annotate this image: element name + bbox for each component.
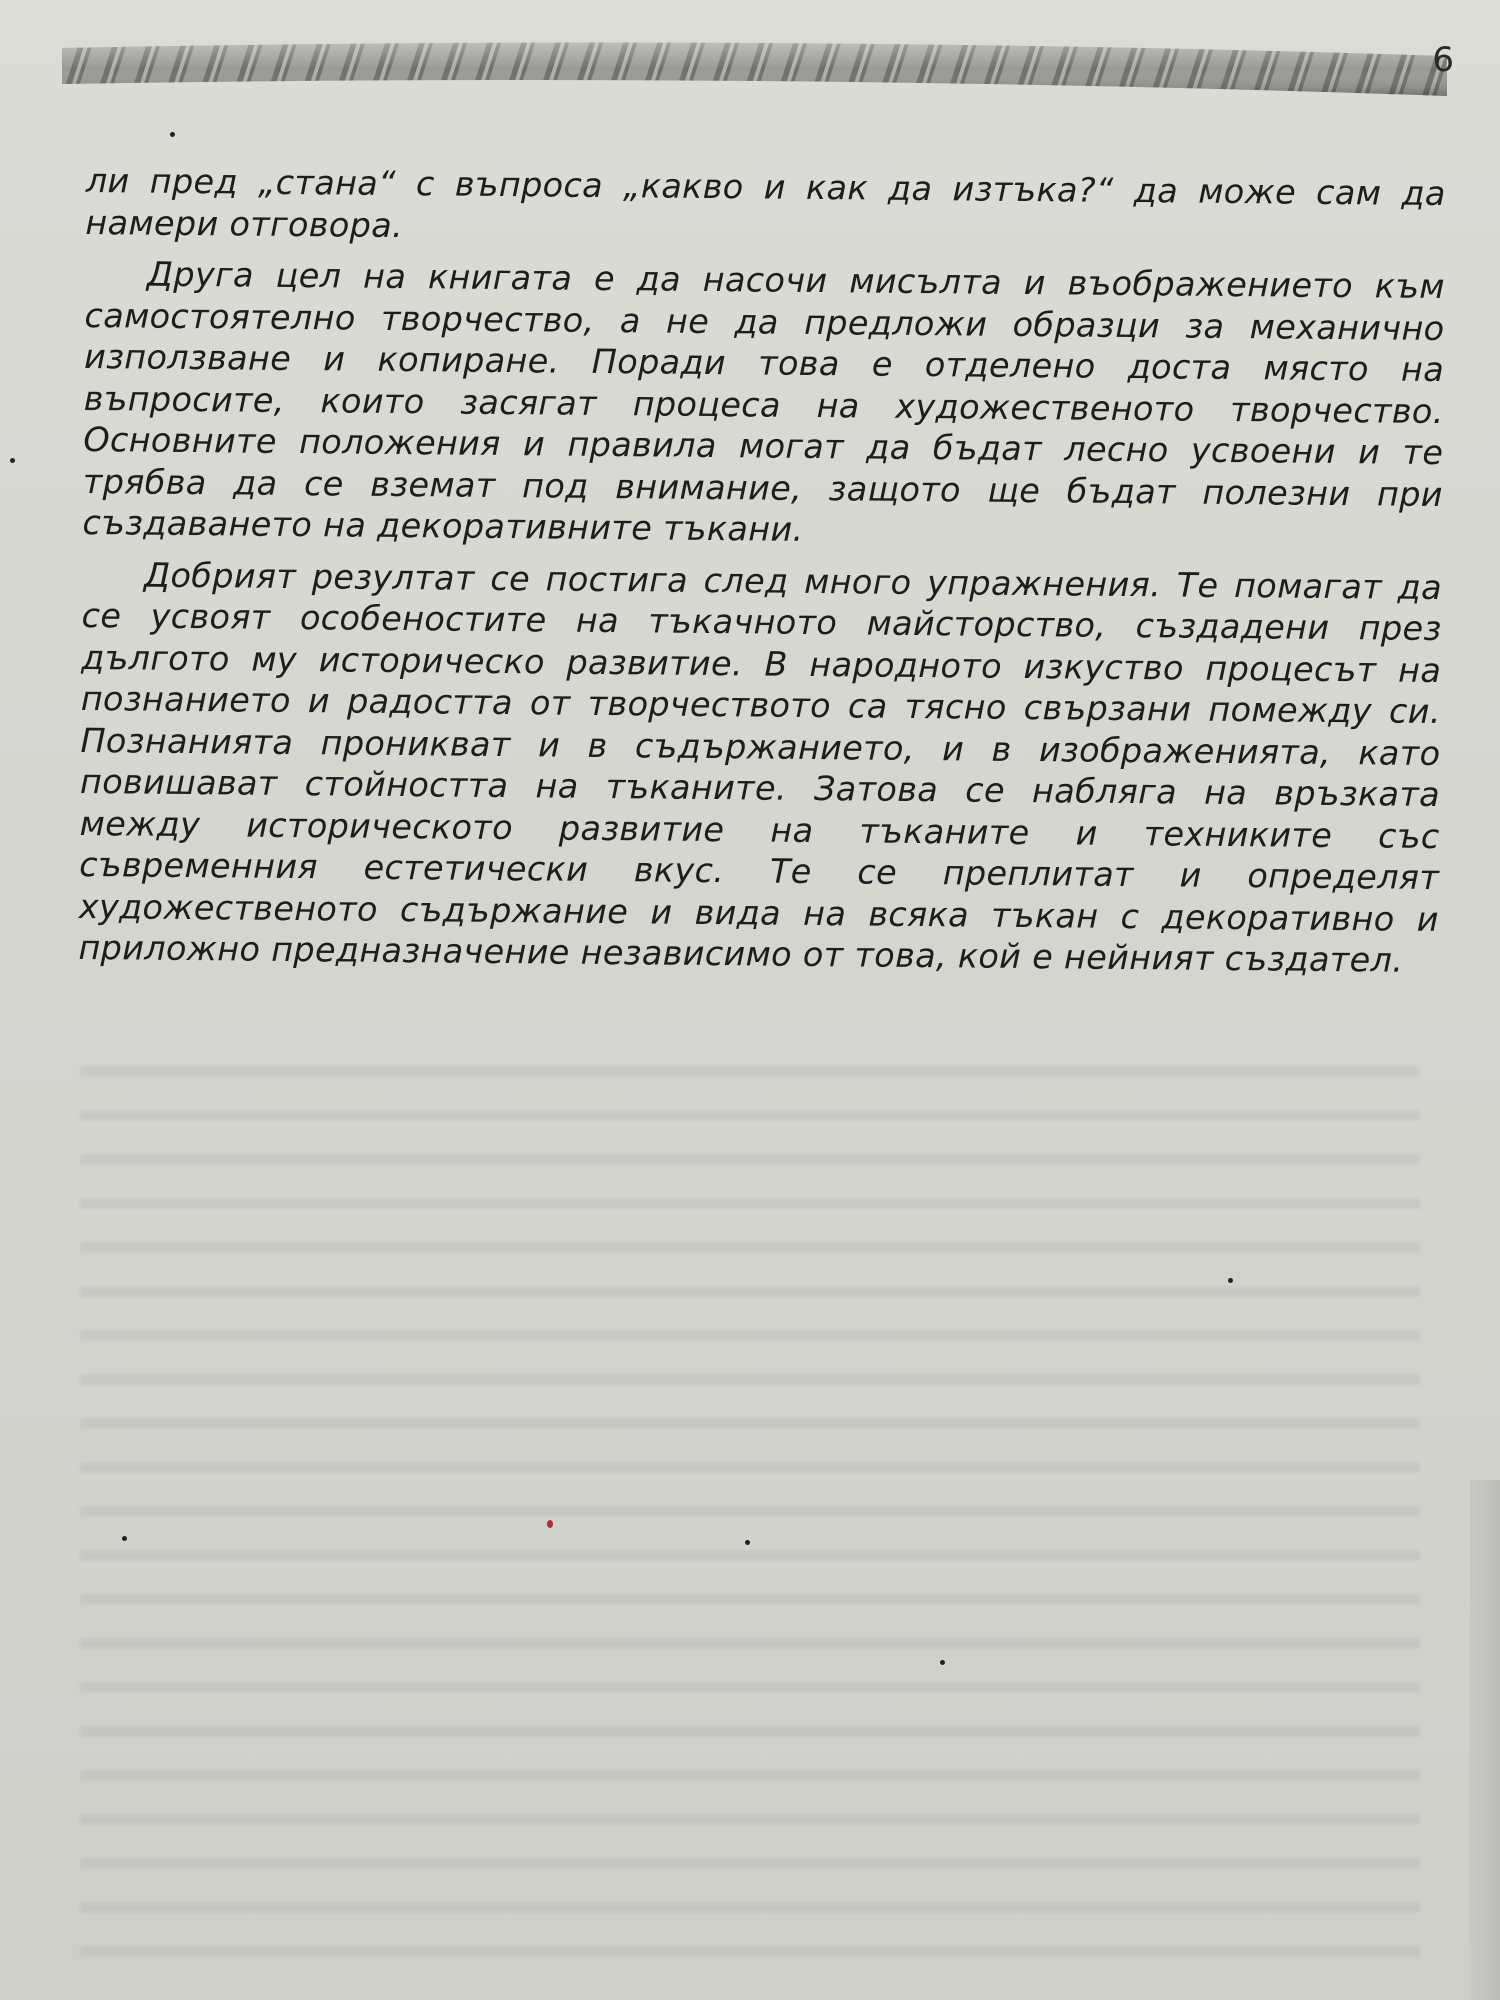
- speck: [547, 1520, 553, 1528]
- paragraph-2: Друга цел на книгата е да насочи мисълта и въображението към самостоятелно творчество, а не да предложи образци за механично използване и копиране. Поради това е отделено доста място на въпросите, които засягат процеса на художественото творчество. Основните положения и правила могат да бъдат лесно усвоени и те трябва да се вземат под внимание, защото ще бъдат полезни при създаването на декоративните тъкани.: [82, 254, 1446, 549]
- paragraph-3: Добрият резултат се постига след много упражнения. Те помагат да се усвоят особеностите на тъкачното майсторство, създадени през дългото му историческо развитие. В народното изкуство процесът на познанието и радостта от творчеството са тясно свързани помежду си. Познанията проникват и в съдържанието, и в изображенията, като повишават стойността на тъканите. Затова се набляга на връзката между историческото развитие на тъканите и техниките със съвременния естетически вкус. Те се преплитат и определят художественото съдържание и вида на всяка тъкан с декоративно и приложно предназначение независимо от това, кой е нейният създател.: [78, 555, 1443, 980]
- speck: [940, 1660, 945, 1665]
- next-page-edge: [1470, 1480, 1500, 2000]
- speck: [10, 458, 15, 463]
- speck: [1228, 1278, 1233, 1283]
- speck: [745, 1540, 750, 1545]
- rope-border-ornament: [62, 34, 1447, 96]
- show-through-from-reverse-side: [80, 1040, 1420, 1960]
- paragraph-1: ли пред „стана“ с въпроса „какво и как да изтъка?“ да може сам да намери отговора.: [85, 160, 1446, 245]
- speck: [122, 1536, 127, 1541]
- page-number: 6: [1432, 40, 1454, 80]
- body-text: [78, 160, 1446, 992]
- speck: [170, 132, 175, 137]
